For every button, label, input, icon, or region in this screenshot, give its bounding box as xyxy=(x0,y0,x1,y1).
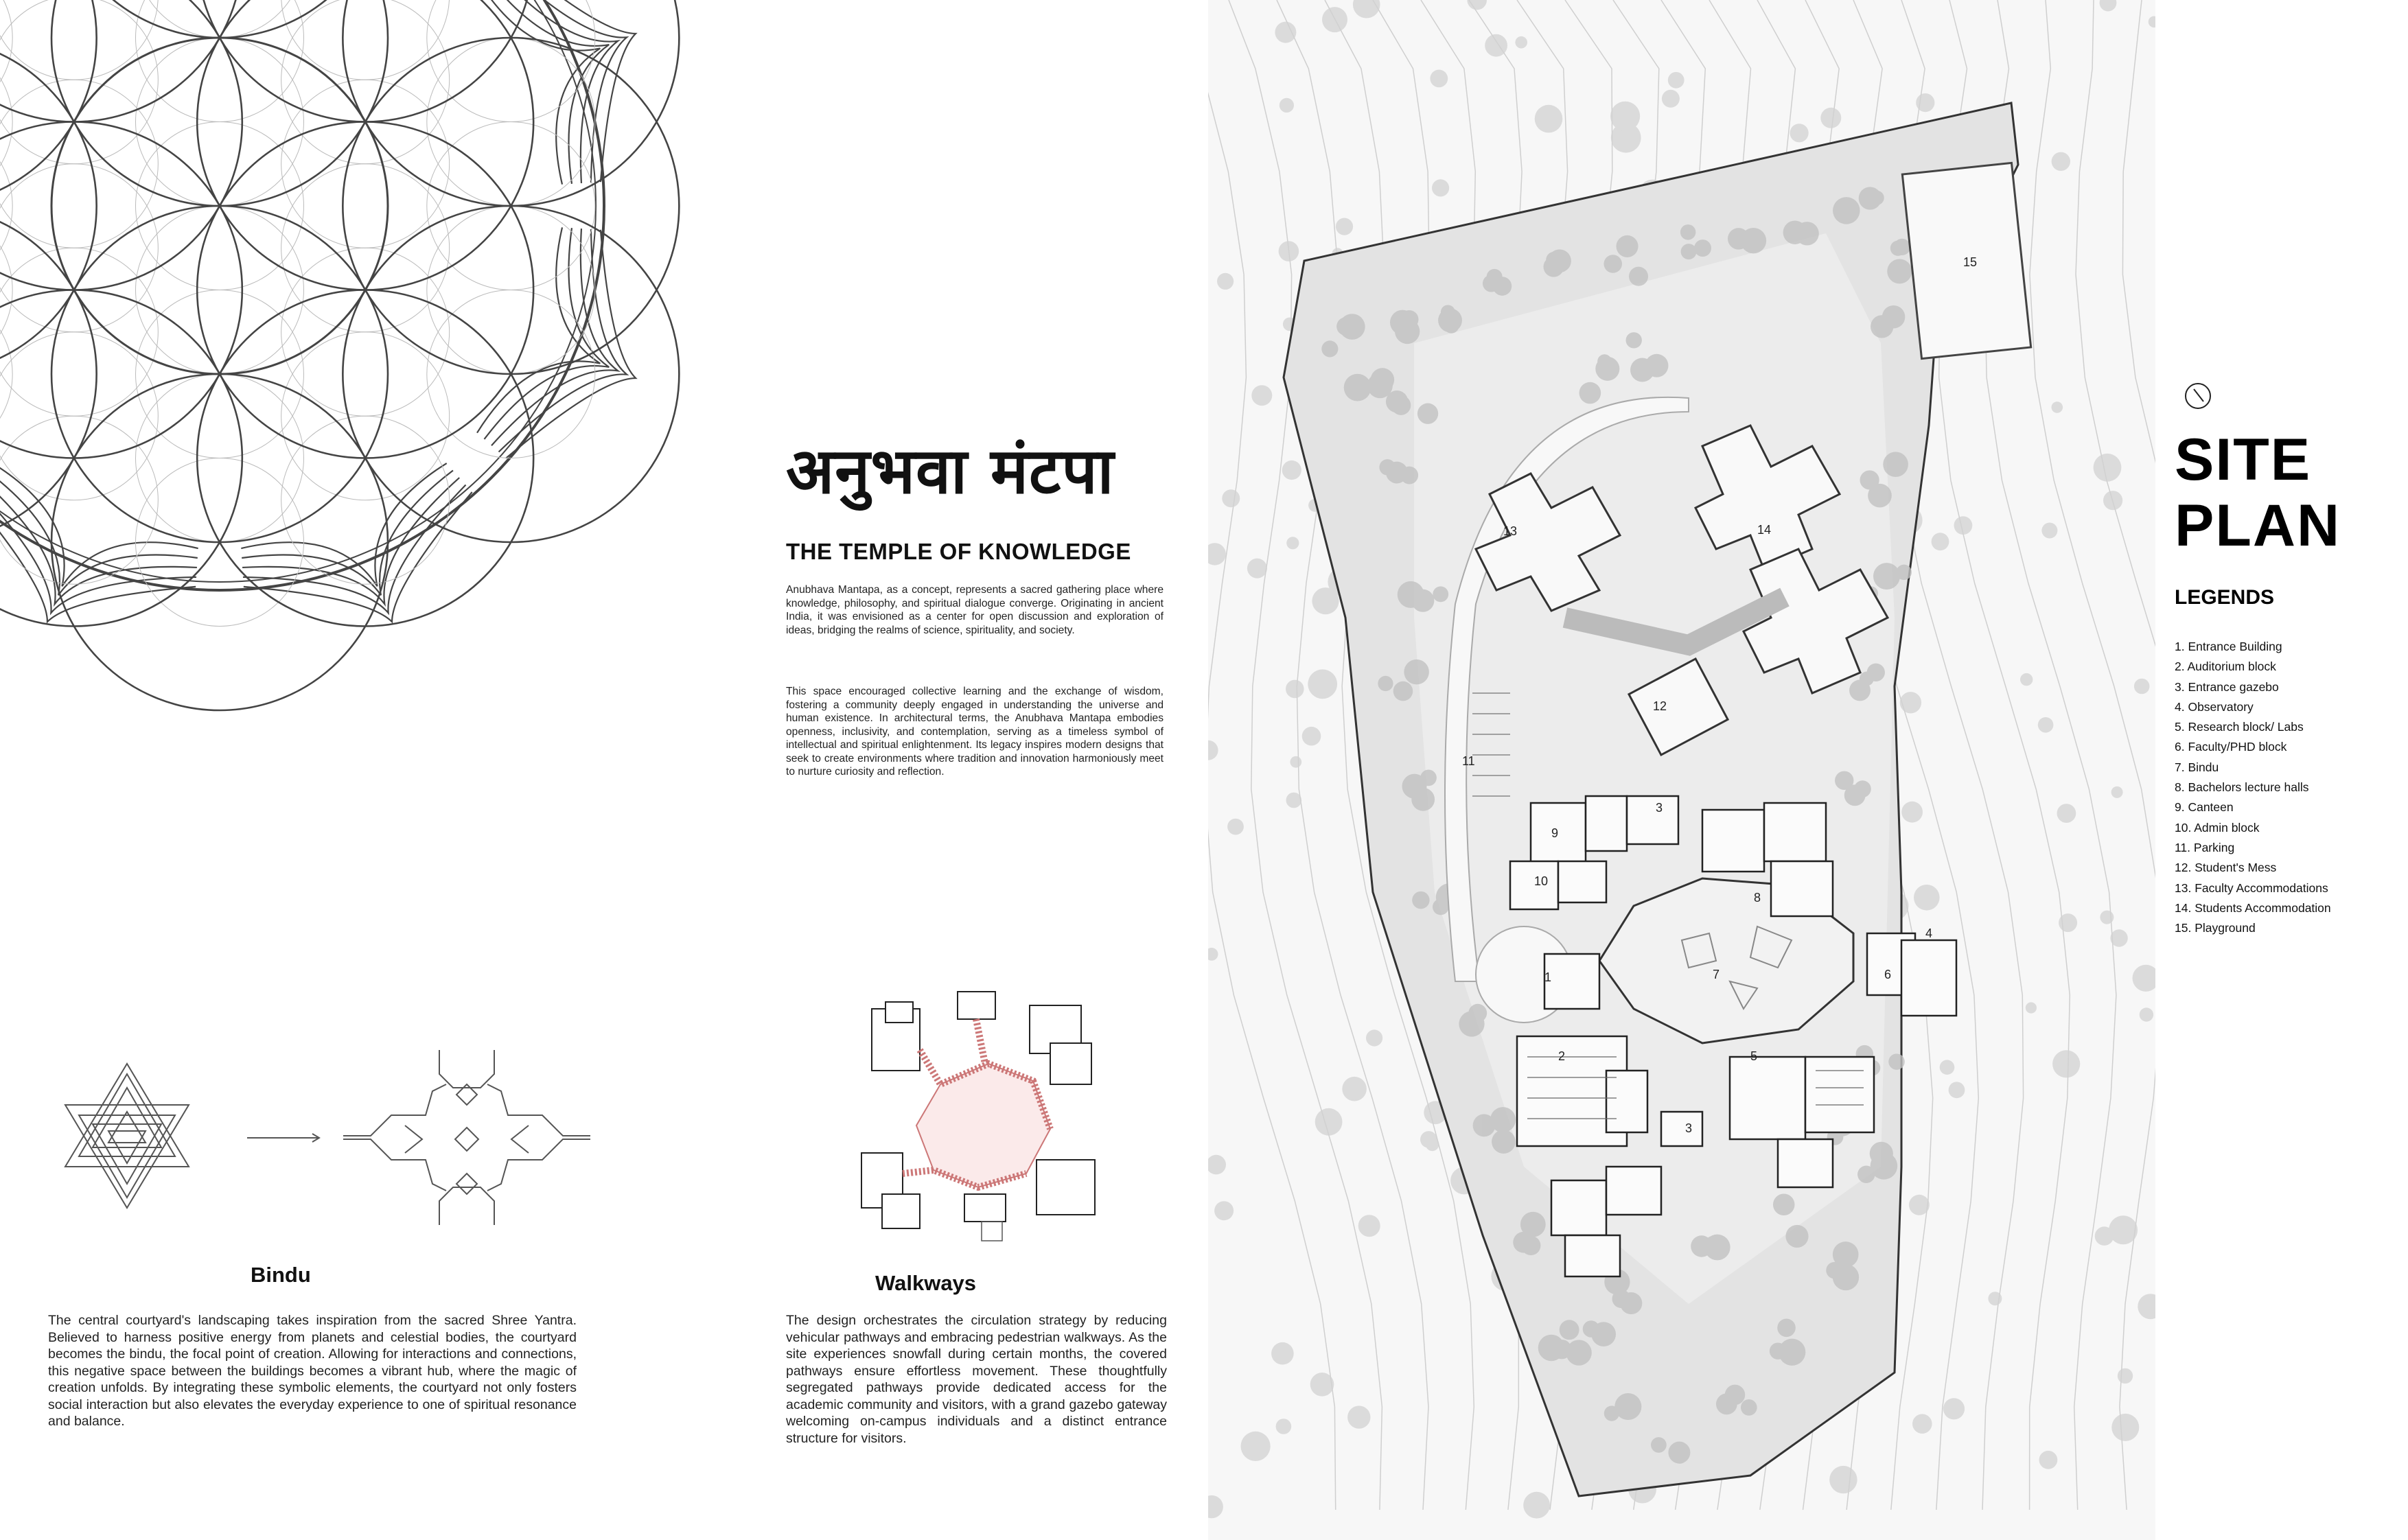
legend-item: 3. Entrance gazebo xyxy=(2175,679,2279,694)
bindu-paragraph: The central courtyard's landscaping takes inspiration from the sacred Shree Yantra. Believed to harness positive energy from planets and celestial bodies, the courtyard becomes the bindu, the focal point of creation. Allowing for interactions and connections, this negative space between the buildings becomes a vibrant hub, where the magic of creation unfolds. By integrating these symbolic elements, the courtyard not only fosters social interaction but also elevates the everyday experience to one of spiritual resonance and balance. xyxy=(48,1313,577,1429)
subtitle: THE TEMPLE OF KNOWLEDGE xyxy=(786,539,1131,564)
tree xyxy=(1444,318,1459,333)
tree xyxy=(1579,382,1601,404)
tree xyxy=(1773,1193,1795,1215)
shree-yantra-icon xyxy=(65,1064,189,1208)
site-plan-map xyxy=(1208,0,2155,1540)
tree xyxy=(1626,332,1642,348)
tree xyxy=(1835,771,1853,790)
map-label: 3 xyxy=(1685,1121,1693,1135)
legend-item: 4. Observatory xyxy=(2175,699,2254,714)
tree xyxy=(1900,692,1921,713)
outer-circle xyxy=(0,0,604,590)
map-label: 1 xyxy=(1544,970,1552,984)
bindu-title: Bindu xyxy=(251,1263,311,1287)
tree xyxy=(1441,305,1455,319)
tree xyxy=(1694,240,1711,257)
tree xyxy=(1630,358,1654,382)
tree xyxy=(1430,70,1448,88)
legend-item: 8. Bachelors lecture halls xyxy=(2175,780,2309,795)
tree xyxy=(2134,679,2150,695)
research-block xyxy=(1730,1057,1805,1139)
tree xyxy=(1412,891,1430,909)
tree xyxy=(1417,404,1438,424)
tree xyxy=(1241,1432,1271,1461)
tree xyxy=(1873,563,1900,590)
map-label: 10 xyxy=(1534,874,1549,888)
tree xyxy=(1651,1437,1667,1453)
legend-item: 5. Research block/ Labs xyxy=(2175,720,2304,734)
tree xyxy=(2052,152,2070,171)
tree xyxy=(1860,672,1874,686)
tree xyxy=(2140,1007,2153,1021)
map-label: 8 xyxy=(1754,891,1761,905)
map-label: 9 xyxy=(1551,826,1559,840)
tree xyxy=(1386,462,1408,484)
tree xyxy=(1820,108,1841,128)
tree xyxy=(1725,1385,1746,1405)
map-label: 6 xyxy=(1884,968,1892,981)
lecture-halls xyxy=(1702,810,1764,872)
tree xyxy=(2109,1215,2138,1244)
tree xyxy=(2094,454,2122,482)
tree xyxy=(1728,228,1750,250)
tree xyxy=(1870,1142,1893,1165)
tree xyxy=(1290,756,1301,768)
tree xyxy=(1485,34,1507,57)
tree xyxy=(1890,241,1906,256)
grid-circle xyxy=(0,122,12,290)
tree xyxy=(1949,1082,1965,1098)
tree xyxy=(1625,1397,1640,1412)
legends-title: LEGENDS xyxy=(2175,586,2275,609)
grid-circle xyxy=(281,0,450,164)
tree xyxy=(1432,179,1449,196)
lotus-petal xyxy=(485,0,610,184)
tree xyxy=(1909,1195,1930,1215)
tree xyxy=(1988,1292,2002,1305)
tree xyxy=(2110,929,2127,946)
tree xyxy=(1616,235,1638,257)
map-label: 14 xyxy=(1757,523,1772,537)
legend-item: 2. Auditorium block xyxy=(2175,660,2276,674)
legend-item: 9. Canteen xyxy=(2175,800,2234,815)
tree xyxy=(1515,36,1527,49)
grid-circle xyxy=(136,0,304,38)
lotus-petal xyxy=(0,485,196,614)
tree xyxy=(1868,484,1892,508)
legend-item: 11. Parking xyxy=(2175,840,2235,854)
flower-circle xyxy=(343,0,679,206)
tree xyxy=(1286,793,1302,808)
tree xyxy=(1523,1492,1550,1519)
legend-item: 14. Students Accommodation xyxy=(2175,900,2331,915)
flower-circle xyxy=(0,0,97,206)
faculty-block xyxy=(1901,940,1956,1016)
tree xyxy=(1954,516,1973,535)
tree xyxy=(1310,1373,1334,1397)
tree xyxy=(1322,7,1347,32)
tree xyxy=(1378,676,1393,691)
tree xyxy=(1251,385,1272,406)
tree xyxy=(1286,680,1304,699)
lotus-petal xyxy=(241,463,446,586)
intro-paragraph-2: This space encouraged collective learning and the exchange of wisdom, fostering a community deeply engaged in understanding the universe and human existence. In architectural terms, the Anubhava Mantapa embodies openness, inclusivity, and contemplation, serving as a timeless symbol of intellectual and spiritual enlightenment. Its legacy inspires modern designs that seek to create environments where tradition and innovation harmoniously meet to nurture curiosity and reflection. xyxy=(786,686,1164,778)
entrance-building xyxy=(1544,954,1599,1009)
flower-circle xyxy=(0,0,242,290)
legend-item: 1. Entrance Building xyxy=(2175,640,2282,653)
lotus-petal xyxy=(0,492,196,622)
tree xyxy=(1595,357,1619,381)
tree xyxy=(1347,1405,1370,1428)
tree xyxy=(1227,819,1244,835)
tree xyxy=(1546,252,1562,268)
tree xyxy=(1680,224,1695,240)
tree xyxy=(2059,913,2077,932)
site-plan-title-line2: PLAN xyxy=(2175,493,2341,559)
legend-list xyxy=(2175,637,2331,938)
grid-circle xyxy=(281,0,450,80)
tree xyxy=(1662,90,1680,108)
tree xyxy=(1513,1232,1534,1253)
tree xyxy=(1914,885,1940,911)
legend-item: 7. Bindu xyxy=(2175,760,2219,774)
map-label: 12 xyxy=(1653,699,1667,713)
tree xyxy=(1390,310,1415,335)
walkway-plan xyxy=(844,988,1119,1249)
tree xyxy=(2057,804,2076,823)
map-label: 15 xyxy=(1963,255,1978,269)
tree xyxy=(1280,98,1294,113)
tree xyxy=(2118,1368,2133,1384)
site-plan-title xyxy=(2175,427,2341,559)
tree xyxy=(1282,460,1301,480)
flower-circle xyxy=(197,0,533,122)
tree xyxy=(1829,1466,1857,1493)
grid-circle xyxy=(0,0,158,164)
tree xyxy=(1583,1320,1600,1338)
tree xyxy=(2020,673,2033,686)
map-label: 5 xyxy=(1750,1049,1758,1063)
tree xyxy=(1779,1339,1805,1366)
tree xyxy=(1391,395,1411,415)
tree xyxy=(1358,1215,1380,1237)
tree xyxy=(1798,229,1812,243)
tree xyxy=(1247,559,1267,579)
shree-yantra-diagram xyxy=(48,1043,597,1228)
intro-paragraph-1: Anubhava Mantapa, as a concept, represents a sacred gathering place where knowledge, philosophy, and spiritual dialogue converge. Originating in ancient India, it was envisioned as a center for open discussion and exploration of ideas, bridging the realms of science, spirituality, and society. xyxy=(786,584,1164,636)
tree xyxy=(2111,786,2123,798)
legend-item: 6. Faculty/PHD block xyxy=(2175,740,2287,754)
tree xyxy=(1463,1014,1479,1030)
tree xyxy=(1344,374,1371,401)
tree xyxy=(2026,1002,2037,1013)
flower-circle xyxy=(51,0,388,206)
legend-item: 12. Student's Mess xyxy=(2175,861,2277,875)
tree xyxy=(1668,72,1685,89)
tree xyxy=(1871,315,1893,338)
tree xyxy=(1339,314,1365,340)
tree xyxy=(2100,911,2114,924)
tree xyxy=(1887,259,1912,283)
lotus-petal xyxy=(477,227,600,432)
tree xyxy=(1275,22,1296,43)
tree xyxy=(1411,590,1434,612)
tree xyxy=(1393,681,1413,701)
lotus-petal xyxy=(491,0,618,183)
grid-circle xyxy=(136,0,304,122)
tree xyxy=(1315,1108,1343,1136)
tree xyxy=(1279,241,1299,261)
tree xyxy=(1433,899,1449,915)
walkways-paragraph: The design orchestrates the circulation strategy by reducing vehicular pathways and embracing pedestrian walkways. As the site experiences snowfall during certain months, the covered pathways ensure effortless movement. These thoughtfully segregated pathways provide dedicated access for the academic community and visitors, with a grand gazebo gateway welcoming on-campus individuals and a distinct entrance structure for visitors. xyxy=(786,1313,1167,1446)
grid-circle xyxy=(0,38,12,206)
tree xyxy=(1271,1342,1294,1365)
tree xyxy=(1222,489,1240,507)
flower-circle xyxy=(0,206,97,542)
flower-of-life-mandala xyxy=(0,0,769,1002)
tree xyxy=(1286,537,1299,549)
tree xyxy=(1940,1060,1955,1075)
tree xyxy=(1629,267,1648,286)
map-label: 11 xyxy=(1462,754,1475,768)
tree xyxy=(1704,1236,1722,1253)
tree xyxy=(1668,1442,1690,1464)
tree xyxy=(1276,1419,1292,1434)
arrow-icon xyxy=(247,1134,319,1142)
north-arrow-icon xyxy=(2183,381,2213,411)
tree xyxy=(2052,401,2063,413)
tree xyxy=(1420,1131,1437,1148)
flower-circle xyxy=(197,0,533,290)
tree xyxy=(1336,218,1353,235)
tree xyxy=(1566,1340,1591,1365)
map-label: 7 xyxy=(1713,968,1720,981)
map-label: 2 xyxy=(1558,1049,1566,1063)
tree xyxy=(1901,802,1923,823)
tree xyxy=(2103,491,2122,510)
tree xyxy=(2052,1050,2080,1077)
tree xyxy=(1741,1399,1757,1416)
map-label: 13 xyxy=(1503,524,1518,538)
tree xyxy=(1560,1320,1579,1340)
tree xyxy=(1859,187,1882,209)
tree xyxy=(1321,340,1338,357)
tree xyxy=(1932,533,1949,550)
tree xyxy=(1777,1318,1796,1337)
tree xyxy=(1367,373,1393,398)
tree xyxy=(2038,717,2054,733)
tree xyxy=(1681,244,1697,259)
tree xyxy=(1487,269,1503,285)
tree xyxy=(1433,586,1448,602)
tree xyxy=(1912,1414,1932,1434)
map-label: 4 xyxy=(1925,926,1933,940)
tree xyxy=(1302,727,1321,746)
tree xyxy=(1404,660,1429,685)
tree xyxy=(2039,1451,2058,1469)
grid-circle xyxy=(0,206,12,374)
tree xyxy=(1366,1029,1382,1046)
tree xyxy=(1888,1053,1905,1070)
tree xyxy=(1492,1130,1516,1154)
tree xyxy=(1943,1398,1965,1419)
tree xyxy=(1308,669,1337,699)
tree xyxy=(1411,788,1435,811)
tree xyxy=(1916,93,1934,112)
tree xyxy=(1214,1201,1234,1220)
flower-circle xyxy=(0,290,242,626)
tree xyxy=(2111,1414,2139,1441)
tree xyxy=(1790,124,1809,142)
site-plan-title-line1: SITE xyxy=(2175,427,2312,493)
map-label: 3 xyxy=(1656,801,1663,815)
hindi-title: अनुभवा मंटपा xyxy=(786,434,1115,508)
tree xyxy=(1535,105,1563,133)
grid-circle xyxy=(0,290,12,458)
tree xyxy=(1610,102,1640,131)
tree xyxy=(1826,1262,1842,1279)
entrance-gazebo-bottom xyxy=(1661,1112,1702,1146)
flower-circle xyxy=(0,38,97,374)
entrance-gazebo-top xyxy=(1627,796,1678,844)
flower-circle xyxy=(0,122,242,458)
legend-item: 10. Admin block xyxy=(2175,820,2260,835)
tree xyxy=(1490,1107,1516,1132)
legend-item: 15. Playground xyxy=(2175,921,2256,935)
walkways-title: Walkways xyxy=(875,1271,977,1295)
legend-item: 13. Faculty Accommodations xyxy=(2175,880,2328,895)
tree xyxy=(1217,273,1234,290)
tree xyxy=(1883,452,1908,477)
courtyard-pattern-icon xyxy=(343,1050,590,1225)
tree xyxy=(1342,1077,1367,1101)
tree xyxy=(1785,1225,1808,1248)
tree xyxy=(2041,523,2057,539)
tree xyxy=(1833,197,1860,224)
flower-circle xyxy=(51,0,388,38)
tree xyxy=(1604,255,1622,273)
lotus-petal xyxy=(506,0,636,182)
